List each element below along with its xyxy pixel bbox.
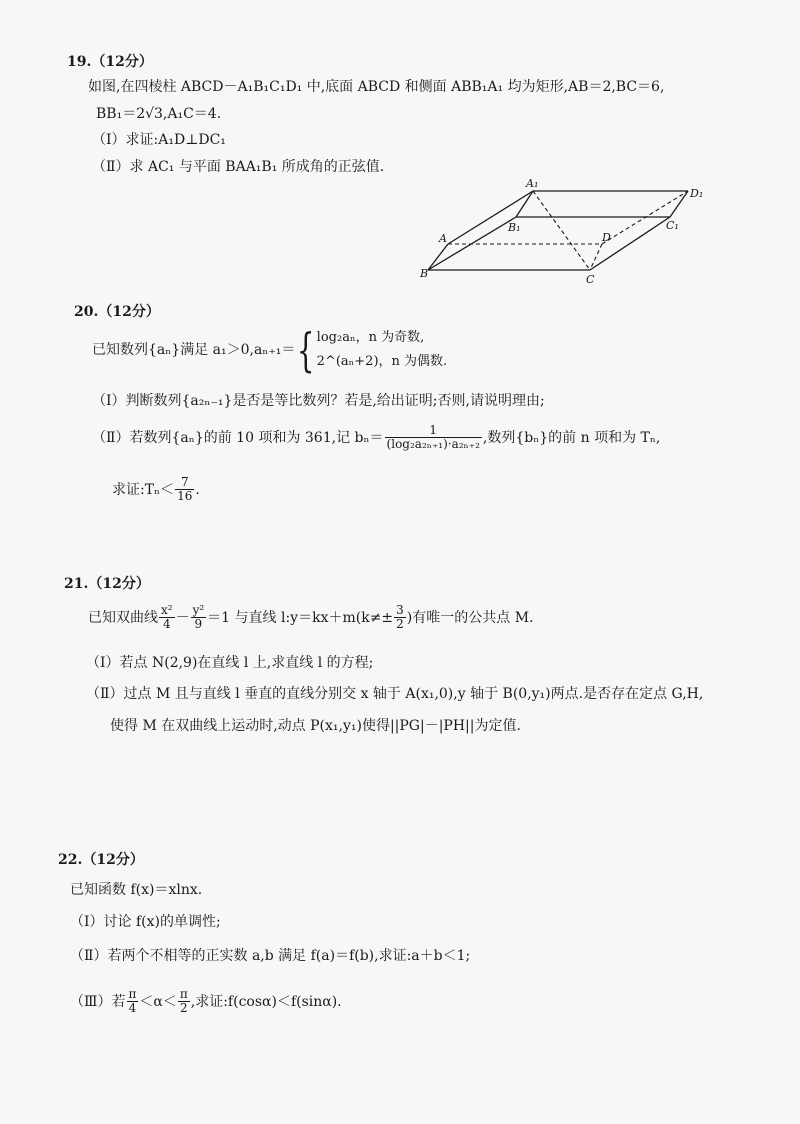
q21-condition — [88, 604, 534, 638]
q20-prove — [112, 476, 200, 510]
bound-fraction — [175, 476, 194, 503]
q22-part3-prefix: （Ⅲ）若 — [70, 993, 126, 1010]
prism-figure — [418, 175, 718, 290]
q21-condition-mid: ＝1 与直线 l:y＝kx＋m — [207, 609, 356, 626]
k-bound-fraction — [394, 604, 406, 631]
label-B: B — [420, 267, 429, 280]
q20-part2-prefix: （Ⅱ）若数列{aₙ}的前 10 项和为 361,记 bₙ＝ — [92, 429, 384, 446]
q19-condition-line2: BB₁＝2√3,A₁C＝4. — [96, 106, 222, 122]
q21-part2-line1: （Ⅱ）过点 M 且与直线 l 垂直的直线分别交 x 轴于 A(x₁,0),y 轴于 B(0,y₁)两点.是否存在定点 G,H, — [86, 686, 704, 702]
label-B1: B₁ — [508, 221, 521, 234]
q20-prove-suffix: . — [195, 481, 200, 498]
label-C1: C₁ — [666, 219, 679, 232]
q21-condition-prefix: 已知双曲线 — [88, 609, 158, 626]
q22-header: 22.（12分） — [58, 852, 144, 868]
pi-over-2 — [178, 988, 190, 1015]
q20-part2-suffix: ,数列{bₙ}的前 n 项和为 Tₙ, — [482, 429, 661, 446]
label-D1: D₁ — [690, 187, 704, 200]
q22-condition: 已知函数 f(x)＝xlnx. — [70, 882, 203, 898]
pi-over-2-numerator: π — [179, 987, 188, 1001]
q20-header: 20.（12分） — [74, 304, 160, 320]
edge-B1A1 — [516, 191, 533, 217]
y-term-fraction — [191, 604, 207, 631]
case-odd: log₂aₙ，n 为奇数, — [316, 330, 425, 345]
k-condition-prefix: (k≠± — [355, 609, 394, 626]
case-even: 2^(aₙ+2)，n 为偶数. — [316, 354, 448, 369]
bn-fraction — [385, 424, 482, 451]
alpha-range: ＜α＜ — [139, 993, 177, 1010]
q22-part3-suffix: ,求证:f(cosα)＜f(sinα). — [190, 993, 342, 1010]
x-term-fraction — [159, 604, 175, 631]
pi-over-4-denominator: 4 — [128, 1001, 137, 1015]
label-A1: A₁ — [526, 177, 539, 190]
bn-numerator: 1 — [385, 424, 482, 438]
q21-part2-line2: 使得 M 在双曲线上运动时,动点 P(x₁,y₁)使得||PG|－|PH||为定值. — [110, 718, 521, 734]
minus-sign: － — [175, 609, 190, 626]
q21-header: 21.（12分） — [64, 576, 150, 592]
y-term-numerator: y² — [192, 603, 205, 617]
x-term-numerator: x² — [161, 603, 173, 617]
label-D: D — [602, 231, 611, 244]
q22-part1: （Ⅰ）讨论 f(x)的单调性; — [70, 914, 221, 930]
pi-over-4 — [127, 988, 139, 1015]
bound-numerator: 7 — [175, 476, 194, 490]
edge-BA — [428, 244, 448, 270]
left-brace: { — [297, 323, 315, 377]
y-term-denominator: 9 — [194, 617, 203, 631]
k-bound-numerator: 3 — [396, 603, 404, 617]
bound-denominator: 16 — [177, 489, 193, 503]
q20-condition — [92, 323, 448, 377]
piecewise-cases — [317, 326, 447, 374]
edge-C1D1 — [670, 191, 688, 217]
q20-prove-prefix: 求证:Tₙ＜ — [112, 481, 175, 498]
q19-header: 19.（12分） — [67, 54, 153, 70]
q19-part1: （Ⅰ）求证:A₁D⊥DC₁ — [92, 132, 226, 148]
q21-condition-suffix: )有唯一的公共点 M. — [406, 609, 534, 626]
q22-part2: （Ⅱ）若两个不相等的正实数 a,b 满足 f(a)＝f(b),求证:a＋b＜1; — [70, 948, 471, 964]
diagonal-A1C — [533, 191, 590, 270]
pi-over-2-denominator: 2 — [180, 1001, 188, 1015]
label-A: A — [439, 232, 447, 245]
q22-part3 — [70, 988, 342, 1022]
q20-condition-prefix: 已知数列{aₙ}满足 a₁＞0,aₙ₊₁＝ — [92, 342, 296, 358]
q19-condition-line1: 如图,在四棱柱 ABCD－A₁B₁C₁D₁ 中,底面 ABCD 和侧面 ABB₁A₁ 均为矩形,AB＝2,BC＝6, — [88, 79, 665, 95]
label-C: C — [586, 273, 595, 286]
q19-part2: （Ⅱ）求 AC₁ 与平面 BAA₁B₁ 所成角的正弦值. — [92, 159, 385, 175]
q21-part1: （Ⅰ）若点 N(2,9)在直线 l 上,求直线 l 的方程; — [86, 655, 374, 671]
q20-part2 — [92, 424, 660, 454]
q20-part1: （Ⅰ）判断数列{a₂ₙ₋₁}是否是等比数列？若是,给出证明;否则,请说明理由; — [92, 393, 545, 409]
pi-over-4-numerator: π — [128, 987, 137, 1001]
k-bound-denominator: 2 — [396, 617, 404, 631]
bn-denominator: (log₂a₂ₙ₊₁)·a₂ₙ₊₂ — [386, 437, 480, 451]
x-term-denominator: 4 — [162, 617, 171, 631]
